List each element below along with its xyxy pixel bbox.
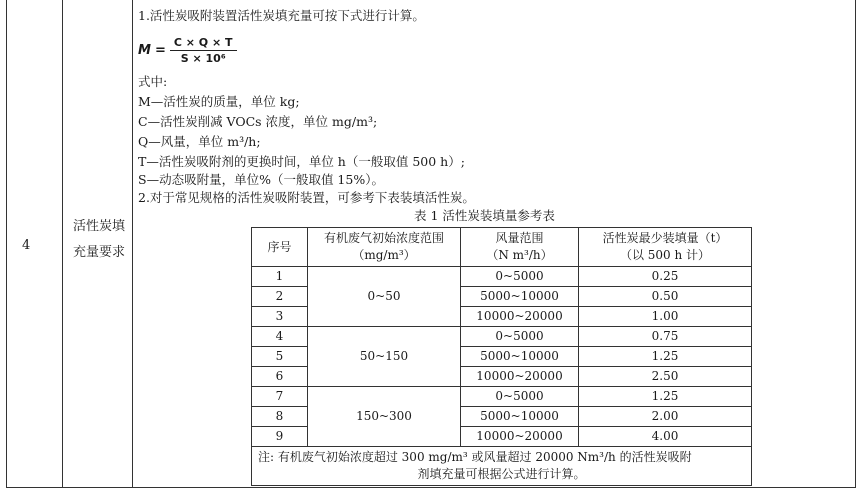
point-1-text: 1.活性炭吸附装置活性炭填充量可按下式进行计算。 <box>138 8 425 23</box>
cell-fill: 1.25 <box>579 347 752 367</box>
cell-airflow: 5000~10000 <box>461 407 579 427</box>
cell-seq: 7 <box>252 387 308 407</box>
column-divider <box>62 0 63 487</box>
table-row <box>252 387 752 407</box>
cell-airflow: 5000~10000 <box>461 347 579 367</box>
fill-formula <box>138 36 237 65</box>
cell-seq: 8 <box>252 407 308 427</box>
formula-fraction <box>170 36 237 65</box>
where-label: 式中: <box>138 74 168 89</box>
definition-m: M—活性炭的质量，单位 kg; <box>138 94 300 109</box>
table-caption: 表 1 活性炭装填量参考表 <box>414 208 555 223</box>
formula-denominator: S × 10⁶ <box>180 52 226 65</box>
cell-fill: 4.00 <box>579 427 752 447</box>
cell-seq: 6 <box>252 367 308 387</box>
row-title-line: 活性炭填 <box>72 219 125 234</box>
activated-carbon-fill-table <box>251 227 752 486</box>
point-2-text: 2.对于常见规格的活性炭吸附装置，可参考下表装填活性炭。 <box>138 190 475 205</box>
header-airflow-line2: （N m³/h） <box>486 248 553 262</box>
cell-airflow: 10000~20000 <box>461 427 579 447</box>
cell-concentration-group: 50~150 <box>308 327 461 387</box>
table-note-line1: 注: 有机废气初始浓度超过 300 mg/m³ 或风量超过 20000 Nm³/h 的活性炭吸附 <box>258 450 692 464</box>
table-note-row <box>252 447 752 486</box>
cell-fill: 1.25 <box>579 387 752 407</box>
row-title <box>68 214 130 266</box>
table-header-row <box>252 228 752 267</box>
cell-fill: 0.25 <box>579 267 752 287</box>
cell-seq: 3 <box>252 307 308 327</box>
header-airflow-line1: 风量范围 <box>495 231 544 245</box>
formula-lhs: M <box>138 43 151 58</box>
cell-fill: 0.50 <box>579 287 752 307</box>
header-fill-amount <box>579 228 752 267</box>
cell-concentration-group: 150~300 <box>308 387 461 447</box>
cell-airflow: 0~5000 <box>461 387 579 407</box>
formula-equals: = <box>154 43 166 58</box>
formula-numerator: C × Q × T <box>170 36 237 51</box>
row-number: 4 <box>22 238 31 253</box>
header-fill-line2: （以 500 h 计） <box>619 248 711 262</box>
header-concentration <box>308 228 461 267</box>
header-airflow <box>461 228 579 267</box>
cell-fill: 1.00 <box>579 307 752 327</box>
header-concentration-line2: （mg/m³） <box>352 248 416 262</box>
cell-fill: 0.75 <box>579 327 752 347</box>
header-fill-line1: 活性炭最少装填量（t） <box>602 231 728 245</box>
cell-fill: 2.50 <box>579 367 752 387</box>
table-row <box>252 267 752 287</box>
cell-seq: 5 <box>252 347 308 367</box>
cell-concentration-group: 0~50 <box>308 267 461 327</box>
cell-airflow: 0~5000 <box>461 267 579 287</box>
header-seq: 序号 <box>252 228 308 267</box>
definition-s: S—动态吸附量，单位%（一般取值 15%）。 <box>138 172 384 187</box>
definition-q: Q—风量，单位 m³/h; <box>138 134 261 149</box>
cell-seq: 1 <box>252 267 308 287</box>
cell-airflow: 10000~20000 <box>461 307 579 327</box>
definition-t: T—活性炭吸附剂的更换时间，单位 h（一般取值 500 h）; <box>138 154 465 169</box>
cell-airflow: 5000~10000 <box>461 287 579 307</box>
row-title-line: 充量要求 <box>72 245 125 260</box>
cell-seq: 2 <box>252 287 308 307</box>
header-concentration-line1: 有机废气初始浓度范围 <box>323 231 444 245</box>
table-note <box>252 447 752 486</box>
table-row <box>252 327 752 347</box>
cell-airflow: 10000~20000 <box>461 367 579 387</box>
cell-fill: 2.00 <box>579 407 752 427</box>
cell-airflow: 0~5000 <box>461 327 579 347</box>
column-divider <box>132 0 133 487</box>
definition-c: C—活性炭削减 VOCs 浓度，单位 mg/m³; <box>138 114 378 129</box>
table-note-line2: 剂填充量可根据公式进行计算。 <box>417 467 586 481</box>
cell-seq: 4 <box>252 327 308 347</box>
cell-seq: 9 <box>252 427 308 447</box>
